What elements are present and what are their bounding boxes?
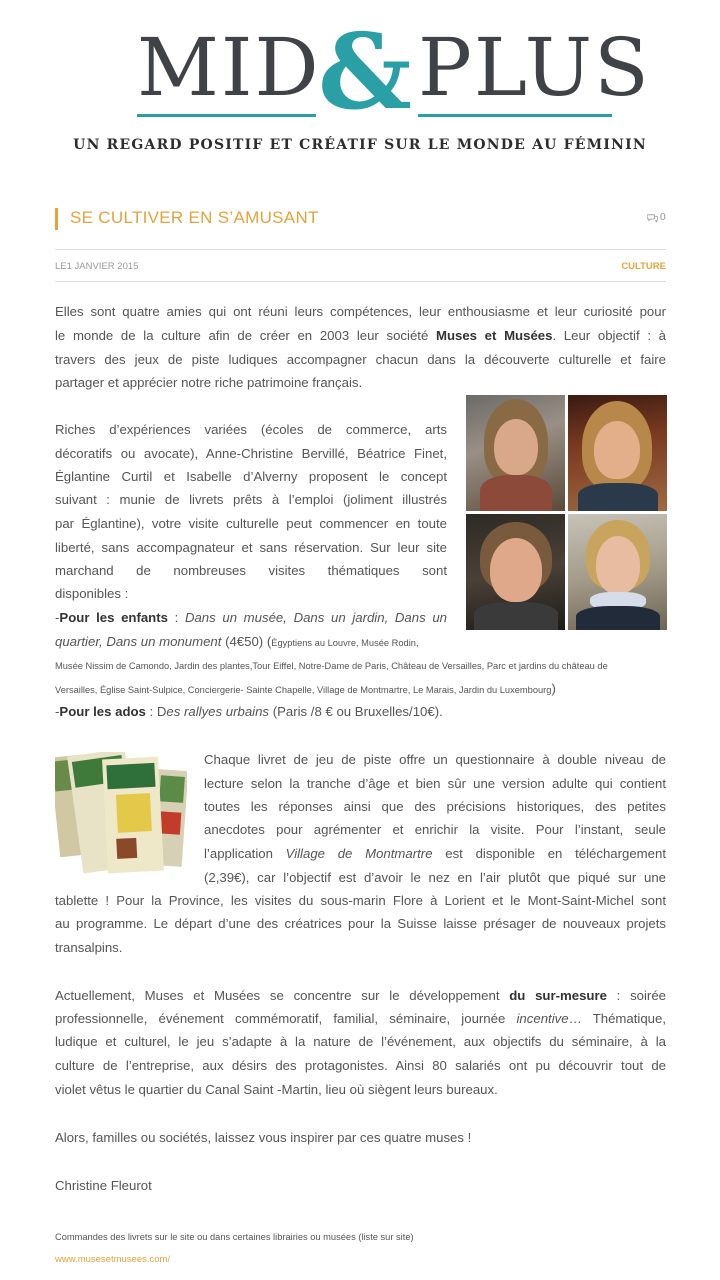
app-name: Village de Montmartre <box>285 846 433 861</box>
comment-count-link[interactable] <box>647 212 666 223</box>
text-line: partager et apprécier notre riche patrimoine français. <box>55 375 363 390</box>
text-line: suivant : munie de livrets prêts à l’emploi (joliment illustrés <box>55 492 447 507</box>
text-line: tablette ! Pour la Province, les visites du sous-marin Flore à Lorient et le Mont-Saint-Michel sont <box>55 893 666 908</box>
text-line: Églantine Curtil et Isabelle d’Alverny proposent le concept <box>55 469 447 484</box>
founder-photo <box>568 514 667 630</box>
text-line: le monde de la culture afin de créer en 2003 leur société Muses et Musées. Leur objectif : à <box>55 328 666 343</box>
founder-photo <box>466 395 565 511</box>
kids-places-line: Versailles, Église Saint-Sulpice, Conciergerie- Sainte Chapelle, Village de Montmartre, Le Marais, Jardin du Luxembourg) <box>55 681 556 696</box>
text-line: violet vêtus le quartier du Canal Saint -Martin, lieu où siègent leurs bureaux. <box>55 1082 498 1097</box>
text-line: disponibles : <box>55 586 129 601</box>
comment-bubbles-icon <box>647 213 658 223</box>
comment-count: 0 <box>659 212 666 223</box>
teens-offer-line: -Pour les ados : Des rallyes urbains (Paris /8 € ou Bruxelles/10€). <box>55 704 443 719</box>
site-tagline: UN REGARD POSITIF ET CRÉATIF SUR LE MONDE AU FÉMININ <box>73 137 647 153</box>
booklets-image <box>55 752 187 874</box>
logo-text-plus: PLUS <box>418 21 651 114</box>
kids-offer-line: -Pour les enfants : Dans un musée, Dans un jardin, Dans un <box>55 610 447 625</box>
closing-line: Alors, familles ou sociétés, laissez vous inspirer par ces quatre muses ! <box>55 1130 472 1145</box>
text-line: culture de l’entreprise, aux désirs des protagonistes. Ainsi 80 salariés ont pu découvrir tout de <box>55 1058 666 1073</box>
divider-bottom <box>55 281 666 282</box>
text-line: Actuellement, Muses et Musées se concentre sur le développement du sur-mesure : soirée <box>55 988 666 1003</box>
text-line: professionnelle, événement commémoratif, familial, séminaire, journée incentive… Thématique, <box>55 1011 666 1026</box>
text-line: ludique et culturel, le jeu s’adapte à la nature de l’événement, aux objectifs du séminaire, à la <box>55 1034 666 1049</box>
author-name: Christine Fleurot <box>55 1178 152 1193</box>
text-line: Elles sont quatre amies qui ont réuni leurs compétences, leur enthousiasme et leur curiosité pour <box>55 304 666 319</box>
text-line: décoratifs ou avocate), Anne-Christine Bervillé, Béatrice Finet, <box>55 446 447 461</box>
logo-ampersand: & <box>318 10 412 133</box>
post-meta <box>55 261 666 275</box>
post-title[interactable]: SE CULTIVER EN S’AMUSANT <box>70 208 319 227</box>
text-line: toutes les réponses ainsi que des précisions historiques, des petites <box>204 799 666 814</box>
logo-rule-right <box>418 114 612 117</box>
text-line: Riches d’expériences variées (écoles de commerce, arts <box>55 422 447 437</box>
text-line: transalpins. <box>55 940 123 955</box>
logo-rule-left <box>137 114 316 117</box>
kids-offer-line: quartier, Dans un monument (4€50) (Égyptiens au Louvre, Musée Rodin, <box>55 634 419 649</box>
text-line: (2,39€), car l’objectif est d’avoir le nez en l’air plutôt que piqué sur une <box>204 870 666 885</box>
logo-text-mid: MID <box>137 21 321 114</box>
text-line: lecture selon la tranche d’âge et bien sûr une version adulte qui contient <box>204 776 666 791</box>
text-line: travers des jeux de piste ludiques accompagner chacun dans la découverte culturelle et faire <box>55 352 666 367</box>
site-logo[interactable] <box>0 0 720 170</box>
founders-photo-grid <box>466 395 666 630</box>
text-line: marchand de nombreuses visites thématiques sont <box>55 563 447 578</box>
kids-places-line: Musée Nissim de Camondo, Jardin des plantes,Tour Eiffel, Notre-Dame de Paris, Château de Versailles, Parc et jardins du château de <box>55 661 608 671</box>
founder-photo <box>466 514 565 630</box>
title-accent-bar <box>55 208 58 230</box>
company-name: Muses et Musées <box>435 328 553 343</box>
text-line: par Églantine), votre visite culturelle peut commencer en toute <box>55 516 447 531</box>
text-line: anecdotes pour agrémenter et enrichir la visite. Pour l’instant, seule <box>204 822 666 837</box>
founder-photo <box>568 395 667 511</box>
text-line: l’application Village de Montmartre est disponible en téléchargement <box>204 846 666 861</box>
post-category-link[interactable]: CULTURE <box>621 261 666 272</box>
website-link[interactable]: www.musesetmusees.com/ <box>55 1254 171 1265</box>
post-date: LE1 JANVIER 2015 <box>55 261 139 272</box>
text-line: Chaque livret de jeu de piste offre un questionnaire à double niveau de <box>204 752 666 767</box>
divider-top <box>55 249 666 250</box>
text-line: au programme. Le départ d’une des créatrices pour la Suisse laisse présager de nouveaux projets <box>55 916 666 931</box>
text-line: liberté, sans accompagnateur et sans réservation. Sur leur site <box>55 540 447 555</box>
footnote-text: Commandes des livrets sur le site ou dans certaines librairies ou musées (liste sur site) <box>55 1232 414 1242</box>
post-title-row <box>55 207 666 231</box>
